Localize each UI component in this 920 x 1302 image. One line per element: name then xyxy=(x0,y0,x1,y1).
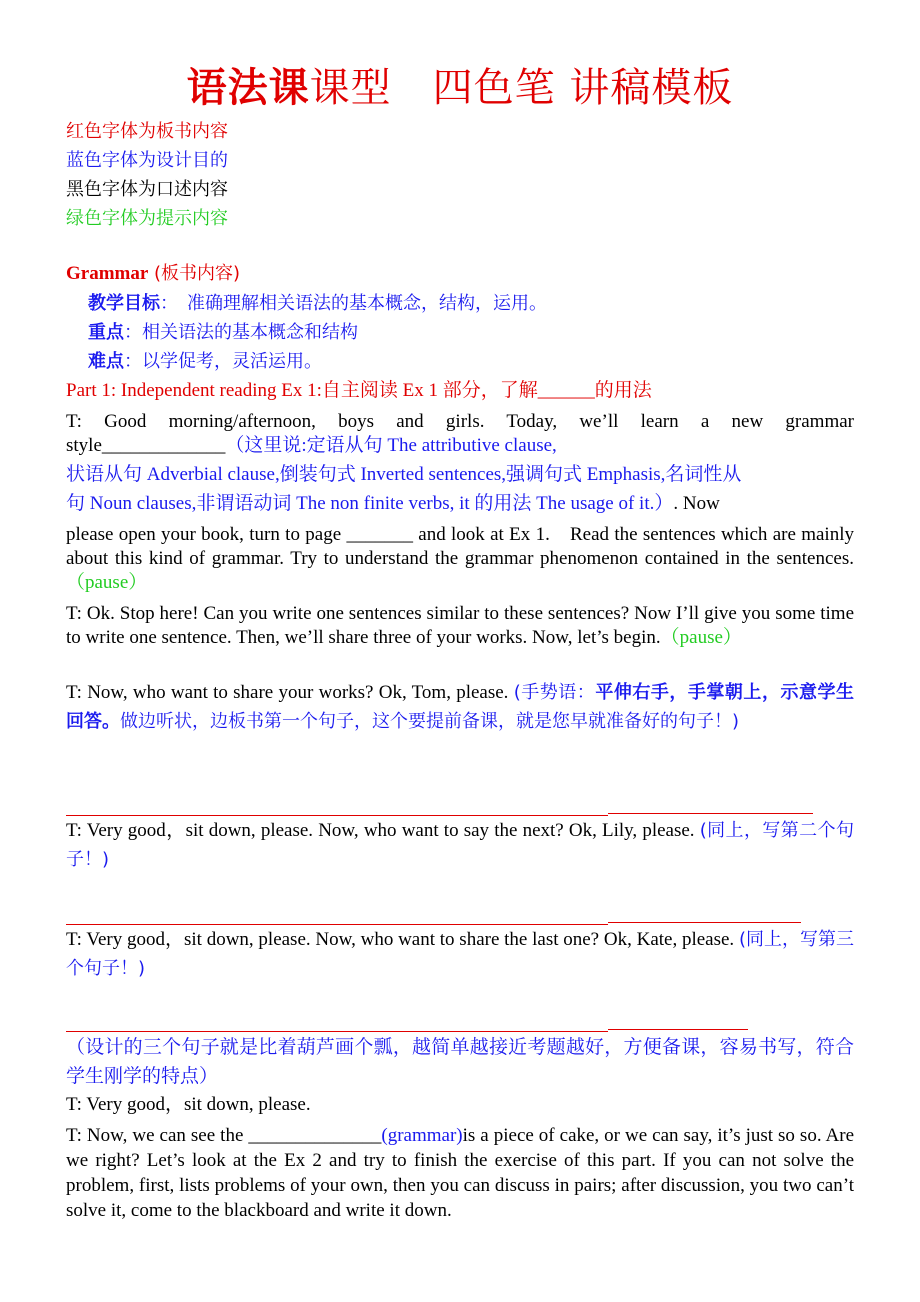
intro-note-start: （这里说:定语从句 The attributive clause, xyxy=(225,435,557,456)
intro-continuation xyxy=(66,523,854,595)
intro-line-1: T: Good morning/afternoon, boys and girls. Today, we’ll learn a new grammar xyxy=(66,411,854,432)
title-normal-part: 课型 四色笔 讲稿模板 xyxy=(309,65,734,111)
next-student-text: T: Very good，sit down, please. Now, who want to say the next? Ok, Lily, please. xyxy=(66,820,700,841)
share-works-gesture: (手势语： xyxy=(513,682,596,703)
objective-difficulty-label: 难点 xyxy=(88,351,124,372)
next-student-note: (同上，写第二个句子！) xyxy=(66,820,854,870)
write-sentence-pause: （pause） xyxy=(660,627,742,648)
part1-heading: Part 1: Independent reading Ex 1:自主阅读 Ex 1 部分，了解______的用法 xyxy=(66,380,652,401)
intro-pause-hint: （pause） xyxy=(66,572,148,593)
grammar-heading-rest: (板书内容) xyxy=(148,263,241,284)
sit-down-line: T: Very good，sit down, please. xyxy=(66,1094,311,1115)
share-works-gesture-bold: 平伸右手，手掌朝上，示意学生回答。 xyxy=(66,682,855,732)
intro-now: . Now xyxy=(673,493,720,514)
answer-line-2b xyxy=(608,922,801,923)
legend-red: 红色字体为板书内容 xyxy=(66,121,228,142)
exercise-two-start: T: Now, we can see the ______________ xyxy=(66,1125,382,1146)
share-works-note: 做边听状，边板书第一个句子，这个要提前备课，就是您早就准备好的句子！) xyxy=(120,711,740,732)
legend-blue: 蓝色字体为设计目的 xyxy=(66,150,228,171)
paragraph-last-student xyxy=(66,925,854,983)
objective-key-point xyxy=(88,320,358,346)
exercise-two-grammar: (grammar) xyxy=(381,1125,463,1146)
share-works-text: T: Now, who want to share your works? Ok, Tom, please. xyxy=(66,682,514,703)
page-title xyxy=(0,62,920,114)
objective-goal xyxy=(88,291,547,317)
design-note: （设计的三个句子就是比着葫芦画个瓢，越简单越接近考题越好，方便备课，容易书写，符合学生刚学的特点） xyxy=(66,1036,854,1087)
intro-style-blank: style_____________ xyxy=(66,435,226,456)
grammar-heading-bold: Grammar xyxy=(66,263,149,284)
paragraph-write-sentence xyxy=(66,602,854,650)
paragraph-intro xyxy=(66,410,854,434)
exercise-two-rest: is a piece of cake, or we can say, it’s just so so. Are we right? Let’s look at the Ex 2 and try to finish the exercise of this part. If you can not solve the problem, first, lists problems of your own, then you can discuss in pairs; after discussion, you two can’t solve it, come to the blackboard and write it down. xyxy=(66,1125,855,1221)
objective-goal-text: ： 准确理解相关语法的基本概念，结构，运用。 xyxy=(160,293,547,314)
paragraph-share-works xyxy=(66,678,854,736)
intro-line-4 xyxy=(66,491,720,517)
objective-key-label: 重点 xyxy=(88,322,124,343)
paragraph-exercise-two xyxy=(66,1123,854,1223)
intro-note-end: 句 Noun clauses,非谓语动词 The non finite verbs, it 的用法 The usage of it.） xyxy=(66,493,674,514)
objective-key-text: ：相关语法的基本概念和结构 xyxy=(124,322,358,343)
objective-difficulty xyxy=(88,349,322,375)
write-sentence-text: T: Ok. Stop here! Can you write one sentences similar to these sentences? Now I’ll give you some time to write one sentence. Then, we’ll share three of your works. Now, let’s begin. xyxy=(66,603,854,648)
legend-green: 绿色字体为提示内容 xyxy=(66,208,228,229)
grammar-heading xyxy=(66,261,240,287)
last-student-text: T: Very good，sit down, please. Now, who want to share the last one? Ok, Kate, please. xyxy=(66,929,739,950)
intro-instructions: please open your book, turn to page _______ and look at Ex 1. Read the sentences which are mainly about this kind of grammar. Try to understand the grammar phenomenon contained in the sentences. xyxy=(66,524,854,569)
answer-line-3b xyxy=(608,1029,748,1030)
last-student-note: (同上，写第三个句子！) xyxy=(66,929,854,979)
answer-line-3 xyxy=(66,1031,608,1032)
intro-line-3: 状语从句 Adverbial clause,倒装句式 Inverted sentences,强调句式 Emphasis,名词性从 xyxy=(66,464,742,485)
legend-black: 黑色字体为口述内容 xyxy=(66,179,228,200)
objective-goal-label: 教学目标 xyxy=(88,293,160,314)
intro-line-2 xyxy=(66,433,557,459)
paragraph-next-student xyxy=(66,816,854,874)
answer-line-1b xyxy=(608,813,813,814)
objective-difficulty-text: ：以学促考，灵活运用。 xyxy=(124,351,322,372)
title-bold-part: 语法课 xyxy=(186,65,310,111)
